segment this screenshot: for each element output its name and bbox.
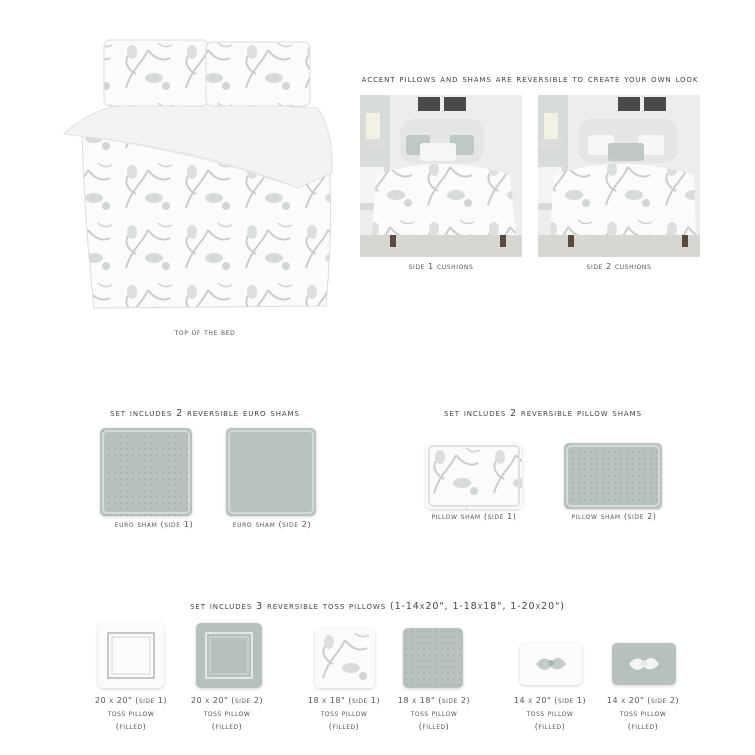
euro-sham-side-1 <box>100 428 192 516</box>
toss-size-5: 14 x 20" (side 1) <box>513 696 587 705</box>
toss-caption-1 <box>84 694 178 733</box>
euro-sham-side-2 <box>226 428 316 516</box>
toss-pillow-14x20-side-2 <box>612 643 676 685</box>
pillow-side-2-caption: pillow sham (side 2) <box>571 512 657 521</box>
toss-caption-3 <box>298 694 390 733</box>
room-photo-side-2 <box>538 95 700 257</box>
toss-type-4: toss pillow <box>410 709 458 718</box>
side-1-caption: side 1 cushions <box>408 262 474 271</box>
pillow-sham-side-2 <box>564 443 662 509</box>
toss-pillow-18x18-side-2 <box>403 628 463 688</box>
toss-pillow-18x18-side-1 <box>315 628 375 688</box>
toss-size-3: 18 x 18" (side 1) <box>307 696 381 705</box>
toss-fill-5: (filled) <box>534 722 566 731</box>
toss-fill-2: (filled) <box>211 722 243 731</box>
toss-pillow-20x20-side-2 <box>196 623 262 688</box>
toss-size-6: 14 x 20" (side 2) <box>606 696 680 705</box>
room-photo-side-1 <box>360 95 522 257</box>
accent-heading: accent pillows and shams are reversible to create your own look <box>361 74 699 85</box>
pillow-sham-side-1 <box>426 443 522 509</box>
bed-image <box>58 38 338 314</box>
toss-size-1: 20 x 20" (side 1) <box>94 696 168 705</box>
toss-caption-6 <box>596 694 690 733</box>
side-2-caption: side 2 cushions <box>586 262 652 271</box>
toss-fill-4: (filled) <box>418 722 450 731</box>
toss-caption-4 <box>388 694 480 733</box>
toss-type-1: toss pillow <box>107 709 155 718</box>
toss-pillow-14x20-side-1 <box>520 643 582 685</box>
toss-type-5: toss pillow <box>526 709 574 718</box>
toss-fill-1: (filled) <box>115 722 147 731</box>
euro-side-2-caption: euro sham (side 2) <box>232 520 312 529</box>
toss-fill-6: (filled) <box>627 722 659 731</box>
toss-heading: set includes 3 reversible toss pillows (1-14x20", 1-18x18", 1-20x20") <box>190 601 565 612</box>
toss-caption-5 <box>503 694 597 733</box>
toss-pillow-20x20-side-1 <box>98 623 164 688</box>
toss-type-2: toss pillow <box>203 709 251 718</box>
toss-size-2: 20 x 20" (side 2) <box>190 696 264 705</box>
euro-heading: set includes 2 reversible euro shams <box>110 408 300 419</box>
toss-caption-2 <box>180 694 274 733</box>
toss-fill-3: (filled) <box>328 722 360 731</box>
pillow-side-1-caption: pillow sham (side 1) <box>431 512 517 521</box>
shams-heading: set includes 2 reversible pillow shams <box>444 408 642 419</box>
euro-side-1-caption: euro sham (side 1) <box>114 520 194 529</box>
bed-caption: top of the bed <box>174 328 236 337</box>
toss-size-4: 18 x 18" (side 2) <box>397 696 471 705</box>
toss-type-3: toss pillow <box>320 709 368 718</box>
toss-type-6: toss pillow <box>619 709 667 718</box>
